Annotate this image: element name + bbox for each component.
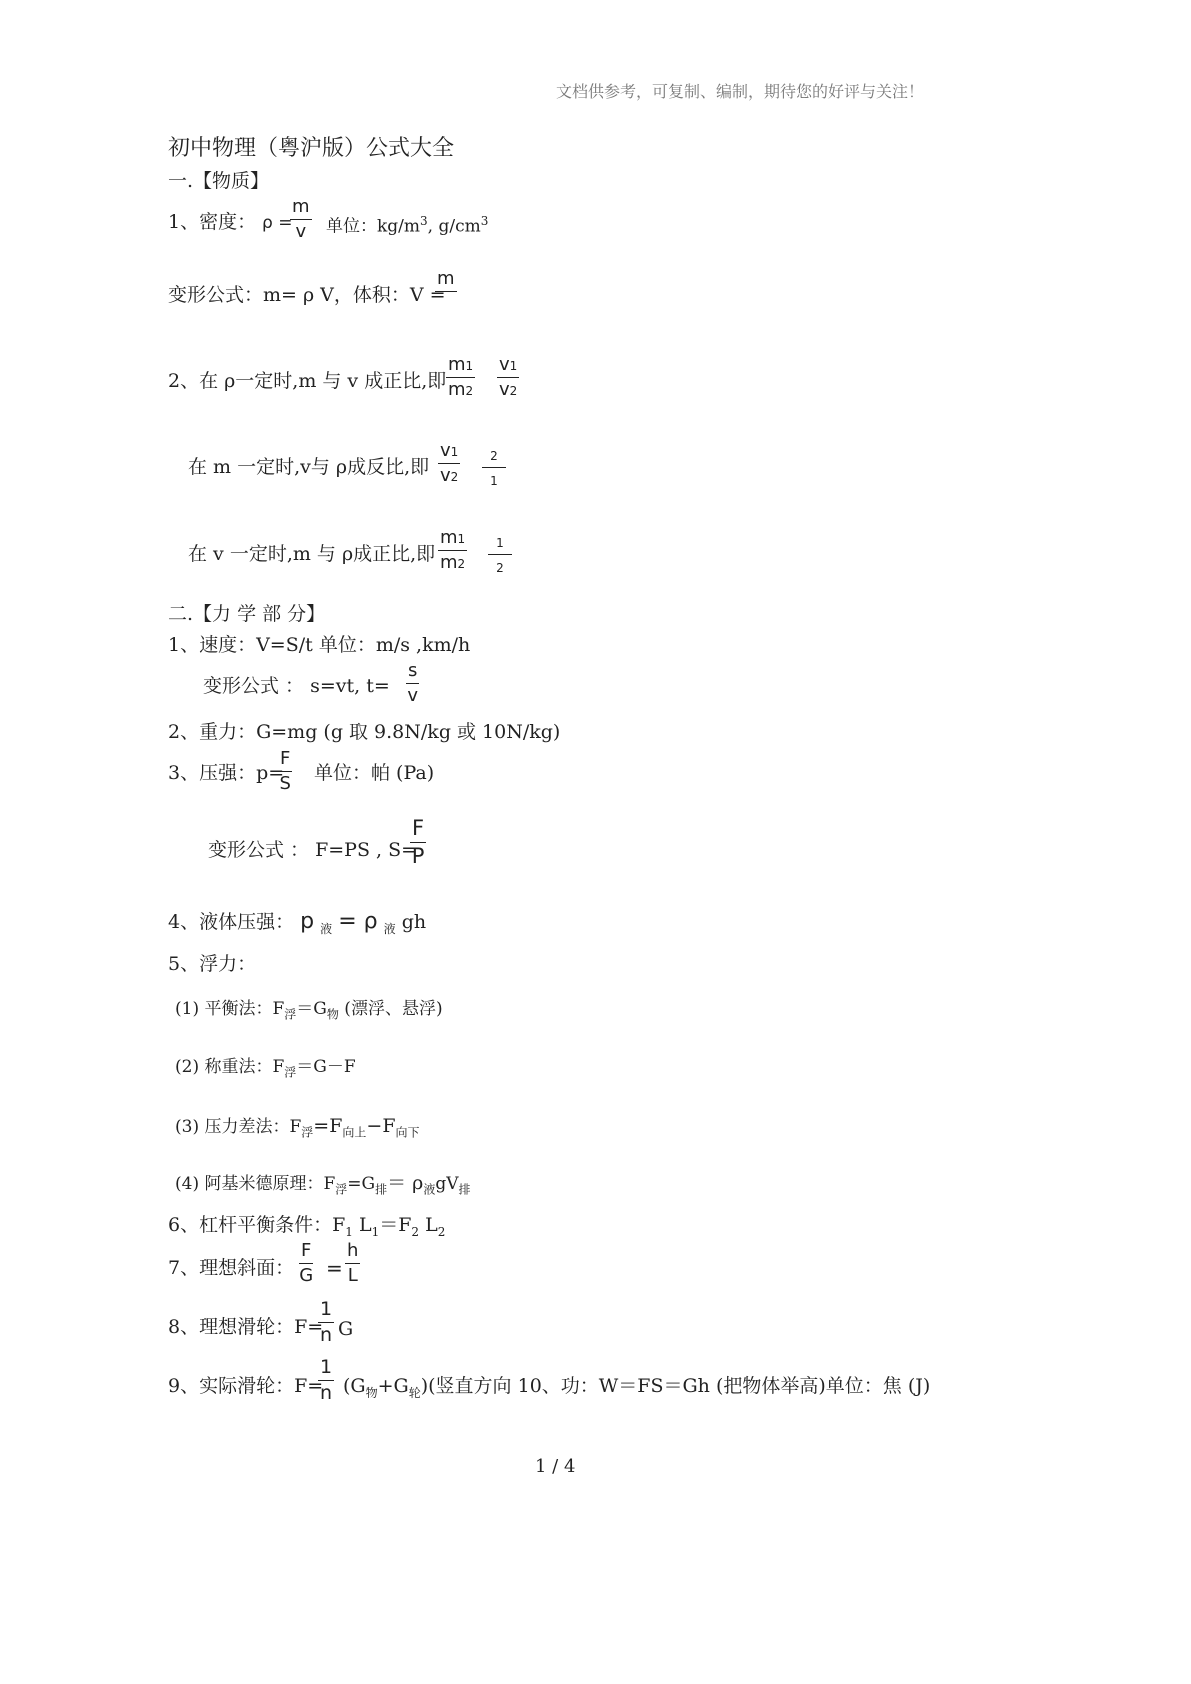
lever-eq: ＝F [379, 1214, 412, 1236]
fraction-bar [438, 550, 467, 551]
area-den: P [411, 844, 425, 868]
b3-mid2: −F [366, 1115, 396, 1137]
real-pulley-den: n [320, 1382, 333, 1404]
prop1-m-num-sub: 1 [465, 359, 474, 373]
real-pulley-rest [343, 1377, 930, 1399]
speed-fraction [406, 662, 419, 705]
density-num: m [292, 196, 310, 217]
b1-sub1: 浮 [284, 1007, 297, 1022]
b3-mid1: =F [313, 1115, 343, 1137]
speed-num: s [408, 660, 418, 681]
density-unit-text: 单位：kg/m [326, 216, 421, 237]
pulley-prefix: 8、理想滑轮：F= [168, 1316, 324, 1338]
buoyancy-balance [175, 1001, 443, 1020]
pulley-fraction [318, 1300, 334, 1345]
density-prefix: 1、密度： [168, 211, 257, 233]
density-fraction [290, 198, 312, 241]
prop3-fraction-rho [488, 533, 512, 576]
buoyancy-pressure-diff [175, 1117, 420, 1138]
prop2-fraction-v [438, 442, 460, 485]
prop2-v-den-sub: 2 [450, 470, 459, 484]
section-heading-mechanics: 二.【力 学 部 分】 [168, 603, 326, 625]
b4-mid3: gV [435, 1174, 459, 1194]
fraction-bar [438, 463, 460, 464]
incline-eq: = [326, 1256, 343, 1280]
volume-fraction [435, 270, 457, 313]
prop2-fraction-rho [482, 446, 506, 489]
liquid-sub1: 液 [320, 921, 333, 936]
proportion-1: 2、在 ρ一定时,m 与 v 成正比,即 [168, 370, 447, 392]
gravity-formula: 2、重力：G=mg (g 取 9.8N/kg 或 10N/kg) [168, 721, 561, 743]
lever-l2: L [425, 1214, 438, 1236]
pulley-num: 1 [320, 1298, 333, 1320]
prop2-v-num-sub: 1 [450, 445, 459, 459]
prop2-v-num: v [440, 440, 451, 461]
b4-sub2: 排 [375, 1182, 388, 1197]
lever-l1: L [358, 1214, 372, 1236]
prop1-v-den: v [499, 379, 510, 400]
pulley-tail: G [338, 1318, 354, 1340]
lever-prefix: 6、杠杆平衡条件：F [168, 1214, 346, 1236]
lever-s2: 1 [371, 1224, 380, 1239]
b2-prefix: (2) 称重法：F [175, 1057, 285, 1077]
prop1-m-num: m [448, 354, 466, 375]
real-pulley-prefix: 9、实际滑轮：F= [168, 1375, 324, 1397]
liquid-prefix: 4、液体压强： [168, 911, 295, 933]
fraction-bar [482, 467, 506, 468]
fraction-bar [345, 1263, 360, 1264]
prop3-m-den-sub: 2 [457, 557, 466, 571]
pressure-prefix: 3、压强：p= [168, 762, 285, 784]
prop1-m-den-sub: 2 [465, 384, 474, 398]
pressure-fraction [278, 750, 292, 793]
fraction-bar [406, 683, 419, 684]
lever-s1: 1 [345, 1224, 353, 1239]
lever-s4: 2 [437, 1224, 446, 1239]
real-pulley-tail: (G [343, 1375, 366, 1397]
incline-num2: h [347, 1240, 359, 1261]
b3-prefix: (3) 压力差法：F [175, 1117, 302, 1137]
fraction-bar [299, 1263, 313, 1264]
b4-prefix: (4) 阿基米德原理：F [175, 1174, 336, 1194]
real-pulley-fraction [318, 1358, 334, 1403]
proportion-2: 在 m 一定时,v与 ρ成反比,即 [188, 456, 430, 478]
density-transform: 变形公式：m= ρ V，体积：V = [168, 284, 446, 306]
fraction-bar [290, 219, 312, 220]
b4-sub4: 排 [458, 1182, 471, 1197]
liquid-pressure [168, 911, 426, 935]
lever-condition [168, 1216, 445, 1238]
prop1-m-den: m [448, 379, 466, 400]
real-pulley-sub2: 轮 [408, 1385, 421, 1400]
prop2-rho-num-sub: 2 [490, 449, 498, 463]
fraction-bar [488, 554, 512, 555]
fraction-bar [497, 377, 519, 378]
b3-sub3: 向下 [395, 1125, 420, 1140]
liquid-eq: = ρ [338, 909, 378, 934]
prop1-fraction-m [446, 356, 475, 399]
prop3-rho-num-sub: 1 [496, 536, 504, 550]
prop3-m-den: m [440, 552, 458, 573]
buoyancy-heading: 5、浮力： [168, 953, 257, 975]
area-num: F [412, 816, 425, 840]
fraction-bar [318, 1380, 334, 1381]
pressure-transform: 变形公式 ： F=PS , S= [208, 839, 418, 861]
volume-den [443, 295, 449, 313]
buoyancy-weighing [175, 1059, 356, 1078]
real-pulley-num: 1 [320, 1356, 333, 1378]
volume-num: m [437, 268, 455, 289]
pressure-unit: 单位：帕 (Pa) [314, 762, 435, 784]
prop3-m-num-sub: 1 [457, 532, 466, 546]
density-rho: ρ = [262, 213, 293, 233]
b2-sub1: 浮 [284, 1065, 297, 1080]
b4-sub3: 液 [423, 1182, 436, 1197]
b3-sub1: 浮 [301, 1125, 314, 1140]
prop3-rho-den-sub: 2 [496, 561, 504, 575]
b1-tail: (漂浮、悬浮) [338, 999, 443, 1019]
b4-sub1: 浮 [335, 1182, 348, 1197]
b3-sub2: 向上 [342, 1125, 367, 1140]
prop2-v-den: v [440, 465, 451, 486]
area-fraction [410, 818, 426, 867]
pressure-num: F [280, 748, 291, 769]
incline-den1: G [299, 1265, 314, 1286]
real-pulley-sub1: 物 [365, 1385, 378, 1400]
incline-prefix: 7、理想斜面： [168, 1257, 295, 1279]
b4-mid1: =G [347, 1174, 376, 1194]
b1-sub2: 物 [326, 1007, 339, 1022]
b4-mid2: ＝ ρ [387, 1172, 424, 1194]
density-unit-sup: 3 [420, 214, 428, 228]
section-heading-matter: 一.【物质】 [168, 170, 270, 192]
header-note: 文档供参考，可复制、编制，期待您的好评与关注！ [556, 82, 925, 101]
liquid-sub2: 液 [383, 921, 396, 936]
incline-fraction-fg [299, 1242, 313, 1285]
page-number: 1 / 4 [535, 1456, 576, 1477]
density-unit [326, 215, 488, 236]
pressure-den: S [279, 773, 291, 794]
real-pulley-mid: +G [377, 1375, 409, 1397]
b1-mid: ＝G [296, 999, 327, 1019]
fraction-bar [446, 377, 475, 378]
density-den: v [295, 221, 307, 242]
prop3-fraction-m [438, 529, 467, 572]
prop2-rho-den-sub: 1 [490, 474, 498, 488]
lever-s3: 2 [411, 1224, 420, 1239]
incline-fraction-hl [345, 1242, 360, 1285]
prop1-v-num: v [499, 354, 510, 375]
page-title: 初中物理（粤沪版）公式大全 [168, 136, 455, 161]
pulley-den: n [320, 1324, 333, 1346]
prop1-v-num-sub: 1 [509, 359, 518, 373]
buoyancy-archimedes [175, 1174, 471, 1195]
incline-den2: L [347, 1265, 358, 1286]
prop1-v-den-sub: 2 [509, 384, 518, 398]
prop1-fraction-v [497, 356, 519, 399]
fraction-bar [410, 842, 426, 843]
incline-num1: F [301, 1240, 312, 1261]
density-unit2-text: , g/cm [427, 216, 481, 237]
liquid-tail: gh [401, 911, 427, 933]
b1-prefix: (1) 平衡法：F [175, 999, 285, 1019]
proportion-3: 在 v 一定时,m 与 ρ成正比,即 [188, 543, 436, 565]
speed-transform: 变形公式 ： s=vt, t= [203, 675, 390, 697]
fraction-bar [318, 1322, 334, 1323]
speed-formula: 1、速度：V=S/t 单位：m/s ,km/h [168, 634, 471, 656]
real-pulley-text: )(竖直方向 10、功：W＝FS＝Gh (把物体举高)单位：焦 (J) [420, 1375, 931, 1397]
speed-den: v [407, 685, 419, 706]
fraction-bar [278, 771, 292, 772]
prop3-m-num: m [440, 527, 458, 548]
liquid-p: p [300, 909, 315, 934]
density-unit2-sup: 3 [480, 214, 489, 228]
b2-tail: ＝G－F [296, 1057, 356, 1077]
fraction-bar [435, 291, 457, 292]
